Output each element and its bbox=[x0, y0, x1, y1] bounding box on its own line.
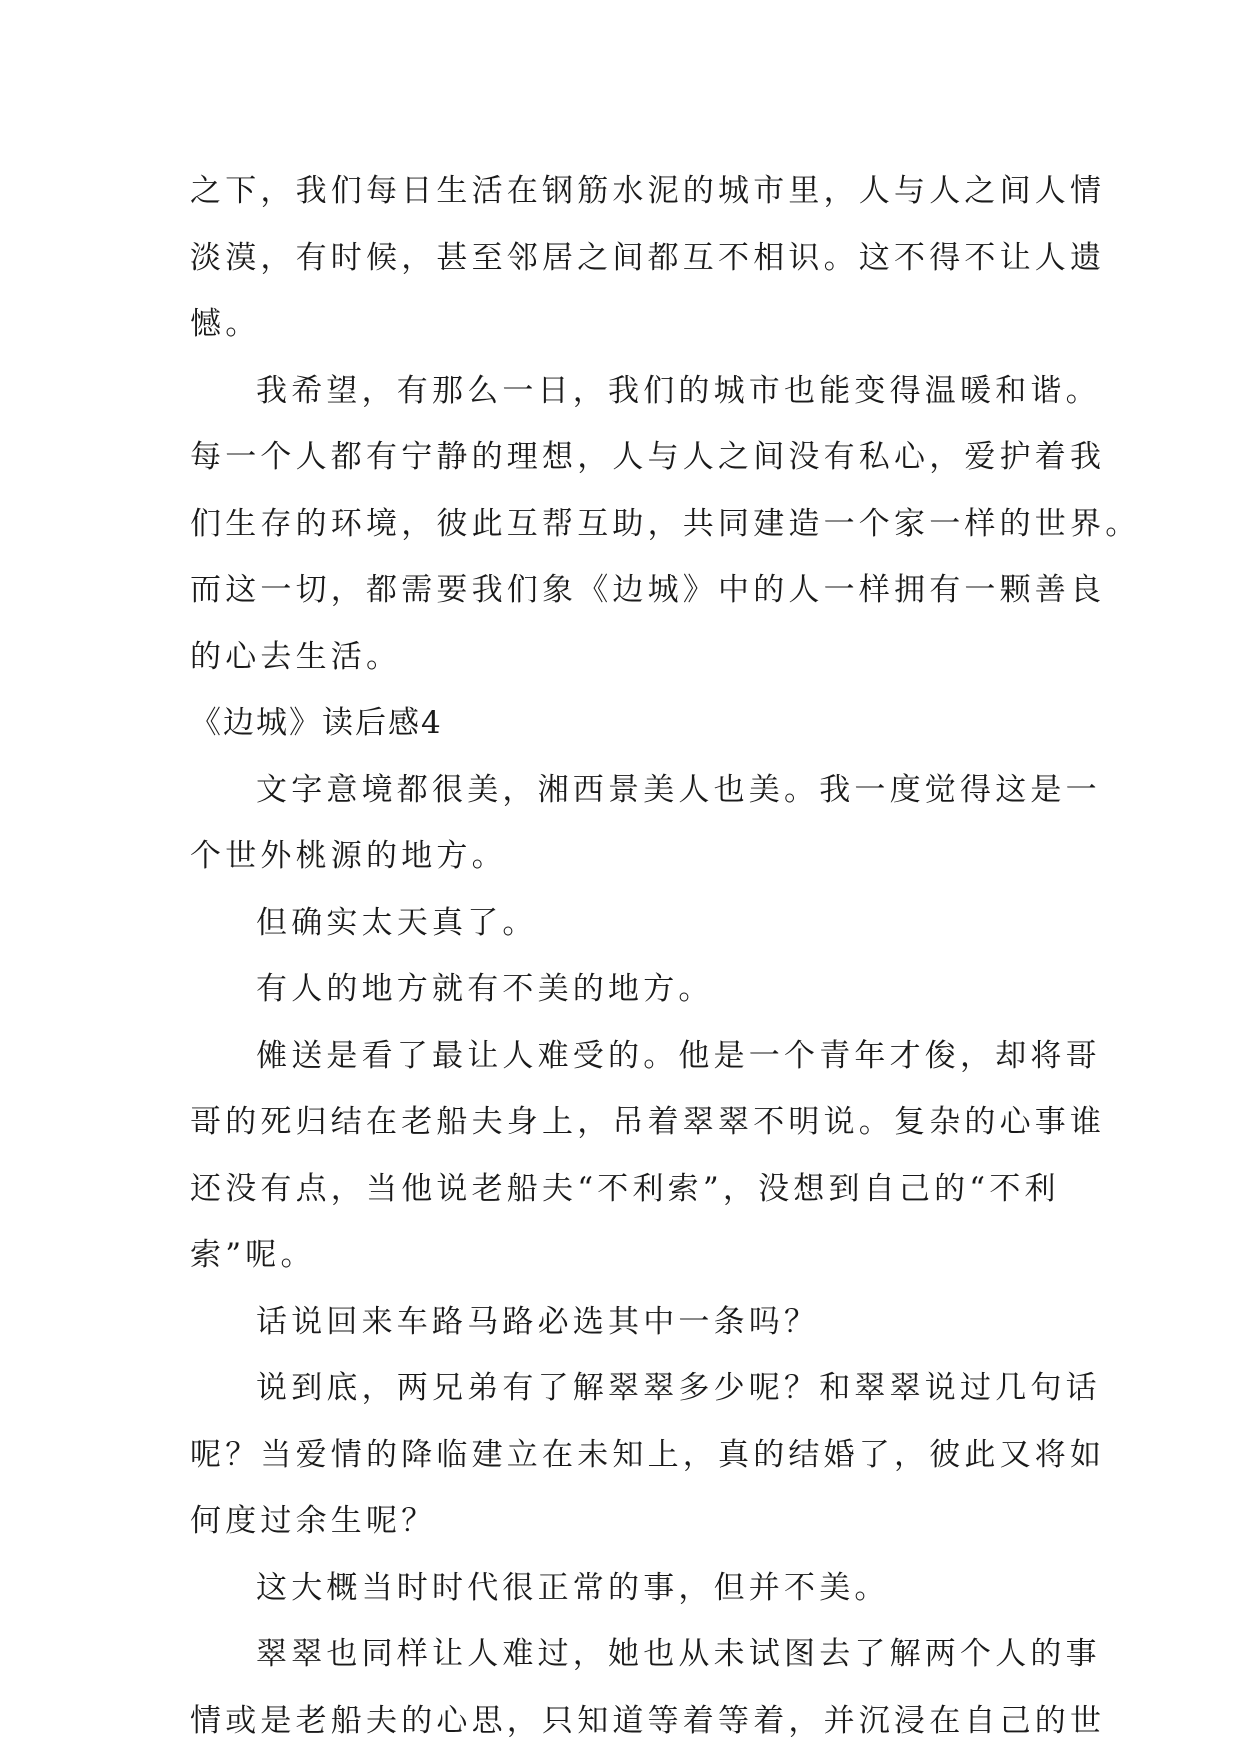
text-line: 呢？当爱情的降临建立在未知上，真的结婚了，彼此又将如 bbox=[190, 1436, 1106, 1473]
document-page bbox=[190, 158, 1141, 1754]
text-line: 有人的地方就有不美的地方。 bbox=[256, 971, 714, 1007]
text-line: 说到底，两兄弟有了解翠翠多少呢？和翠翠说过几句话 bbox=[256, 1370, 1101, 1406]
text-line: 何度过余生呢？ bbox=[190, 1503, 437, 1539]
text-line: 憾。 bbox=[190, 306, 261, 342]
text-line: 们生存的环境，彼此互帮互助，共同建造一个家一样的世界。 bbox=[190, 505, 1141, 542]
section-heading: 《边城》读后感4 bbox=[190, 705, 443, 741]
text-line: 还没有点，当他说老船夫“不利索”，没想到自己的“不利 bbox=[190, 1170, 1060, 1207]
text-line: 翠翠也同样让人难过，她也从未试图去了解两个人的事 bbox=[256, 1636, 1101, 1672]
text-line: 文字意境都很美，湘西景美人也美。我一度觉得这是一 bbox=[256, 771, 1101, 808]
text-line: 淡漠，有时候，甚至邻居之间都互不相识。这不得不让人遗 bbox=[190, 239, 1106, 276]
text-line: 而这一切，都需要我们象《边城》中的人一样拥有一颗善良 bbox=[190, 572, 1106, 608]
text-line: 我希望，有那么一日，我们的城市也能变得温暖和谐。 bbox=[256, 372, 1101, 409]
text-line: 话说回来车路马路必选其中一条吗？ bbox=[256, 1303, 820, 1340]
text-line: 每一个人都有宁静的理想，人与人之间没有私心，爱护着我 bbox=[190, 439, 1106, 475]
text-line: 但确实太天真了。 bbox=[256, 904, 538, 941]
text-line: 个世外桃源的地方。 bbox=[190, 838, 507, 874]
text-line: 情或是老船夫的心思，只知道等着等着，并沉浸在自己的世 bbox=[190, 1702, 1106, 1739]
text-line: 哥的死归结在老船夫身上，吊着翠翠不明说。复杂的心事谁 bbox=[190, 1104, 1106, 1140]
text-line: 这大概当时时代很正常的事，但并不美。 bbox=[256, 1569, 890, 1606]
text-line: 傩送是看了最让人难受的。他是一个青年才俊，却将哥 bbox=[256, 1037, 1101, 1074]
text-line: 之下，我们每日生活在钢筋水泥的城市里，人与人之间人情 bbox=[190, 173, 1106, 209]
text-line: 索”呢。 bbox=[190, 1237, 316, 1273]
text-line: 的心去生活。 bbox=[190, 638, 402, 675]
